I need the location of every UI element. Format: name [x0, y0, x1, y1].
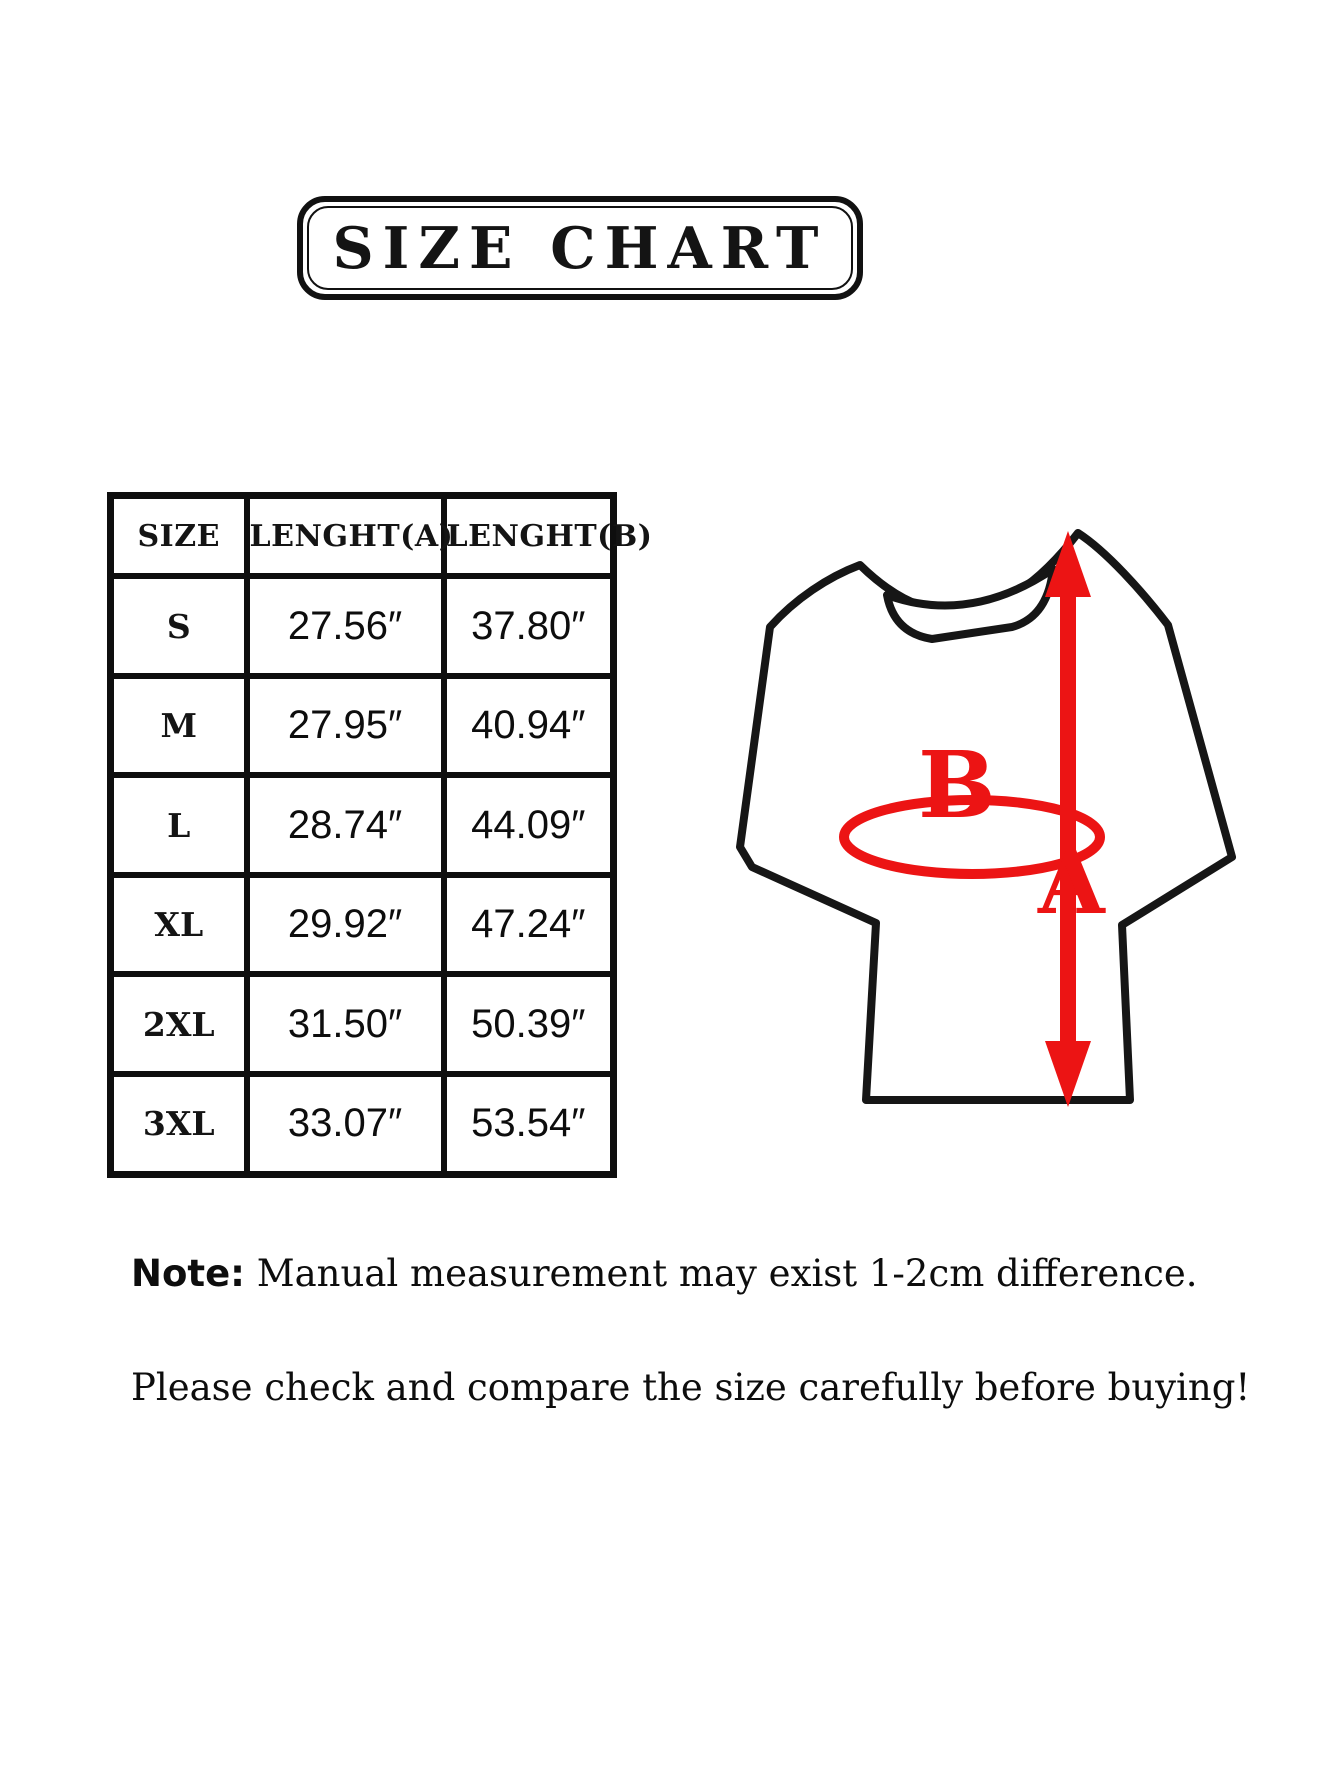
length-a-cell: 27.56″ — [247, 576, 444, 676]
note-text-1: Manual measurement may exist 1-2cm difference. — [244, 1252, 1198, 1295]
title-frame — [297, 196, 863, 300]
length-a-cell: 28.74″ — [247, 775, 444, 875]
length-b-cell: 53.54″ — [444, 1074, 614, 1175]
title-frame-inner — [307, 206, 853, 290]
col-header-length-b: LENGHT(B) — [444, 496, 614, 577]
length-b-cell: 37.80″ — [444, 576, 614, 676]
table-row — [111, 1074, 614, 1175]
table-header-row — [111, 496, 614, 577]
table-row — [111, 576, 614, 676]
col-header-length-a: LENGHT(A) — [247, 496, 444, 577]
page-title: SIZE CHART — [332, 214, 828, 282]
label-a: A — [1038, 833, 1105, 934]
tshirt-measurement-diagram — [640, 515, 1340, 1115]
tshirt-illustration — [640, 515, 1340, 1115]
note-prefix: Note: — [131, 1252, 245, 1295]
length-a-cell: 29.92″ — [247, 875, 444, 975]
size-cell: M — [111, 676, 247, 776]
length-b-cell: 44.09″ — [444, 775, 614, 875]
table-row — [111, 775, 614, 875]
length-b-cell: 50.39″ — [444, 974, 614, 1074]
label-b: B — [918, 731, 996, 839]
length-a-cell: 31.50″ — [247, 974, 444, 1074]
table-row — [111, 875, 614, 975]
note-line-1 — [131, 1252, 1231, 1295]
size-cell: 2XL — [111, 974, 247, 1074]
length-a-cell: 33.07″ — [247, 1074, 444, 1175]
size-cell: XL — [111, 875, 247, 975]
note-line-2: Please check and compare the size carefully before buying! — [131, 1366, 1251, 1409]
size-table — [107, 492, 653, 1178]
length-b-cell: 40.94″ — [444, 676, 614, 776]
table-row — [111, 676, 614, 776]
size-cell: 3XL — [111, 1074, 247, 1175]
table-row — [111, 974, 614, 1074]
size-cell: S — [111, 576, 247, 676]
size-cell: L — [111, 775, 247, 875]
length-b-cell: 47.24″ — [444, 875, 614, 975]
col-header-size: SIZE — [111, 496, 247, 577]
length-a-cell: 27.95″ — [247, 676, 444, 776]
